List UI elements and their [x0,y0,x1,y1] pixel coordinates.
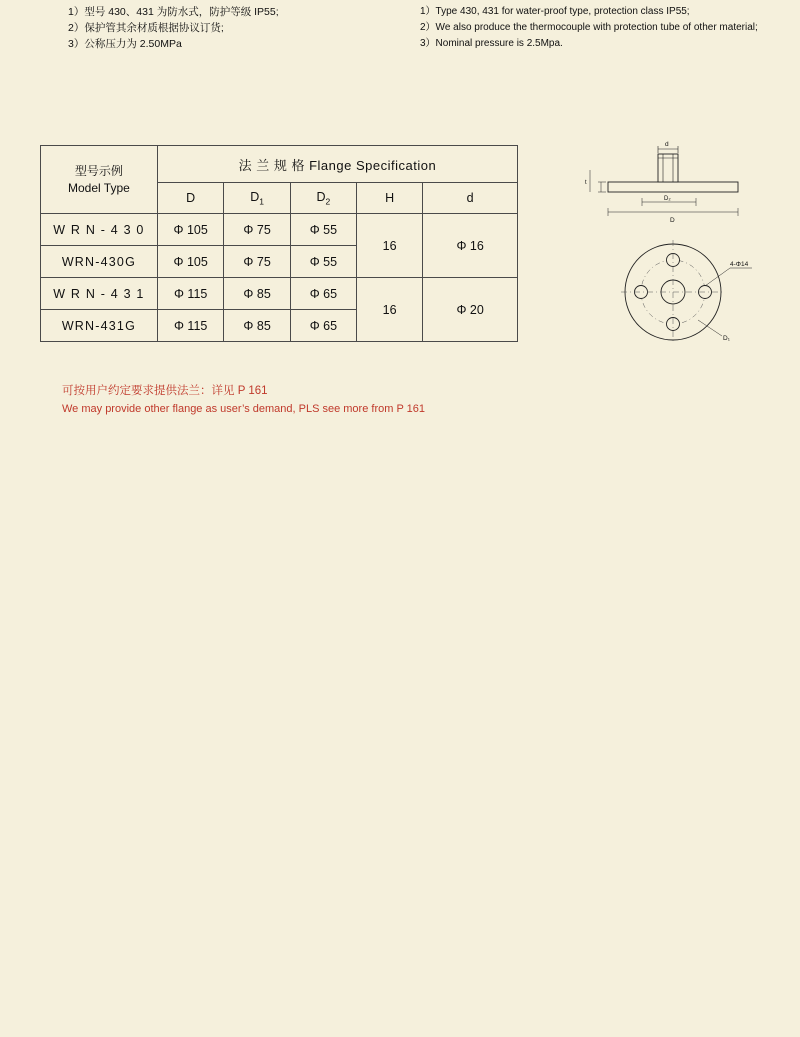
table-header-row-1 [41,146,518,183]
cell-d: Φ 16 [423,214,518,278]
flange-specification-table [40,145,518,342]
footer-note-en: We may provide other flange as user’s demand, PLS see more from P 161 [62,403,425,415]
cell-D: Φ 105 [157,246,224,278]
cell-D2: Φ 55 [290,214,356,246]
note-cn-2: 2）保护管其余材质根据协议订货; [68,22,224,34]
cell-model: W R N - 4 3 1 [41,278,158,310]
label-bolt-holes: 4-Φ14 [730,261,749,268]
cell-d: Φ 20 [423,278,518,342]
cell-model: W R N - 4 3 0 [41,214,158,246]
label-D-side: D [670,217,675,224]
note-en-3: 3）Nominal pressure is 2.5Mpa. [420,38,563,49]
note-en-1: 1）Type 430, 431 for water-proof type, protection class IP55; [420,6,690,17]
header-col-D1: $D_1$ [224,183,290,214]
header-col-D2: $D_2$ [290,183,356,214]
label-D2-side: D₂ [664,196,671,202]
table-row [41,214,518,246]
cell-H: 16 [357,278,423,342]
cell-model: WRN-431G [41,310,158,342]
footer-note-cn: 可按用户约定要求提供法兰：详见 P 161 [62,385,268,397]
cell-D1: Φ 75 [224,214,290,246]
note-cn-1: 1）型号 430、431 为防水式，防护等级 IP55; [68,6,279,18]
footer-note [62,382,662,418]
header-col-D: D [157,183,224,214]
flange-plate-side [608,182,738,192]
header-col-d: d [423,183,518,214]
flange-drawing-svg [580,140,790,360]
cell-D: Φ 115 [157,310,224,342]
cell-D1: Φ 75 [224,246,290,278]
note-cn-3: 3）公称压力为 2.50MPa [68,38,182,50]
flange-drawings [580,140,790,360]
header-col-H: H [357,183,423,214]
notes-english [420,4,790,52]
cell-D: Φ 105 [157,214,224,246]
label-D1-front: D₁ [723,335,730,342]
notes-chinese [68,4,408,52]
header-flange-specification: 法 兰 规 格 Flange Specification [157,146,517,183]
table-row [41,278,518,310]
cell-model: WRN-430G [41,246,158,278]
cell-D2: Φ 55 [290,246,356,278]
cell-D2: Φ 65 [290,310,356,342]
label-d: d [665,141,669,148]
cell-D1: Φ 85 [224,278,290,310]
label-t: t [585,180,587,186]
notes-section [0,0,800,60]
cell-D2: Φ 65 [290,278,356,310]
header-model-en: Model Type [68,180,130,195]
cell-H: 16 [357,214,423,278]
cell-D: Φ 115 [157,278,224,310]
header-model-type [41,146,158,214]
note-en-2: 2）We also produce the thermocouple with protection tube of other material; [420,22,758,33]
header-model-cn: 型号示例 [74,163,123,178]
cell-D1: Φ 85 [224,310,290,342]
